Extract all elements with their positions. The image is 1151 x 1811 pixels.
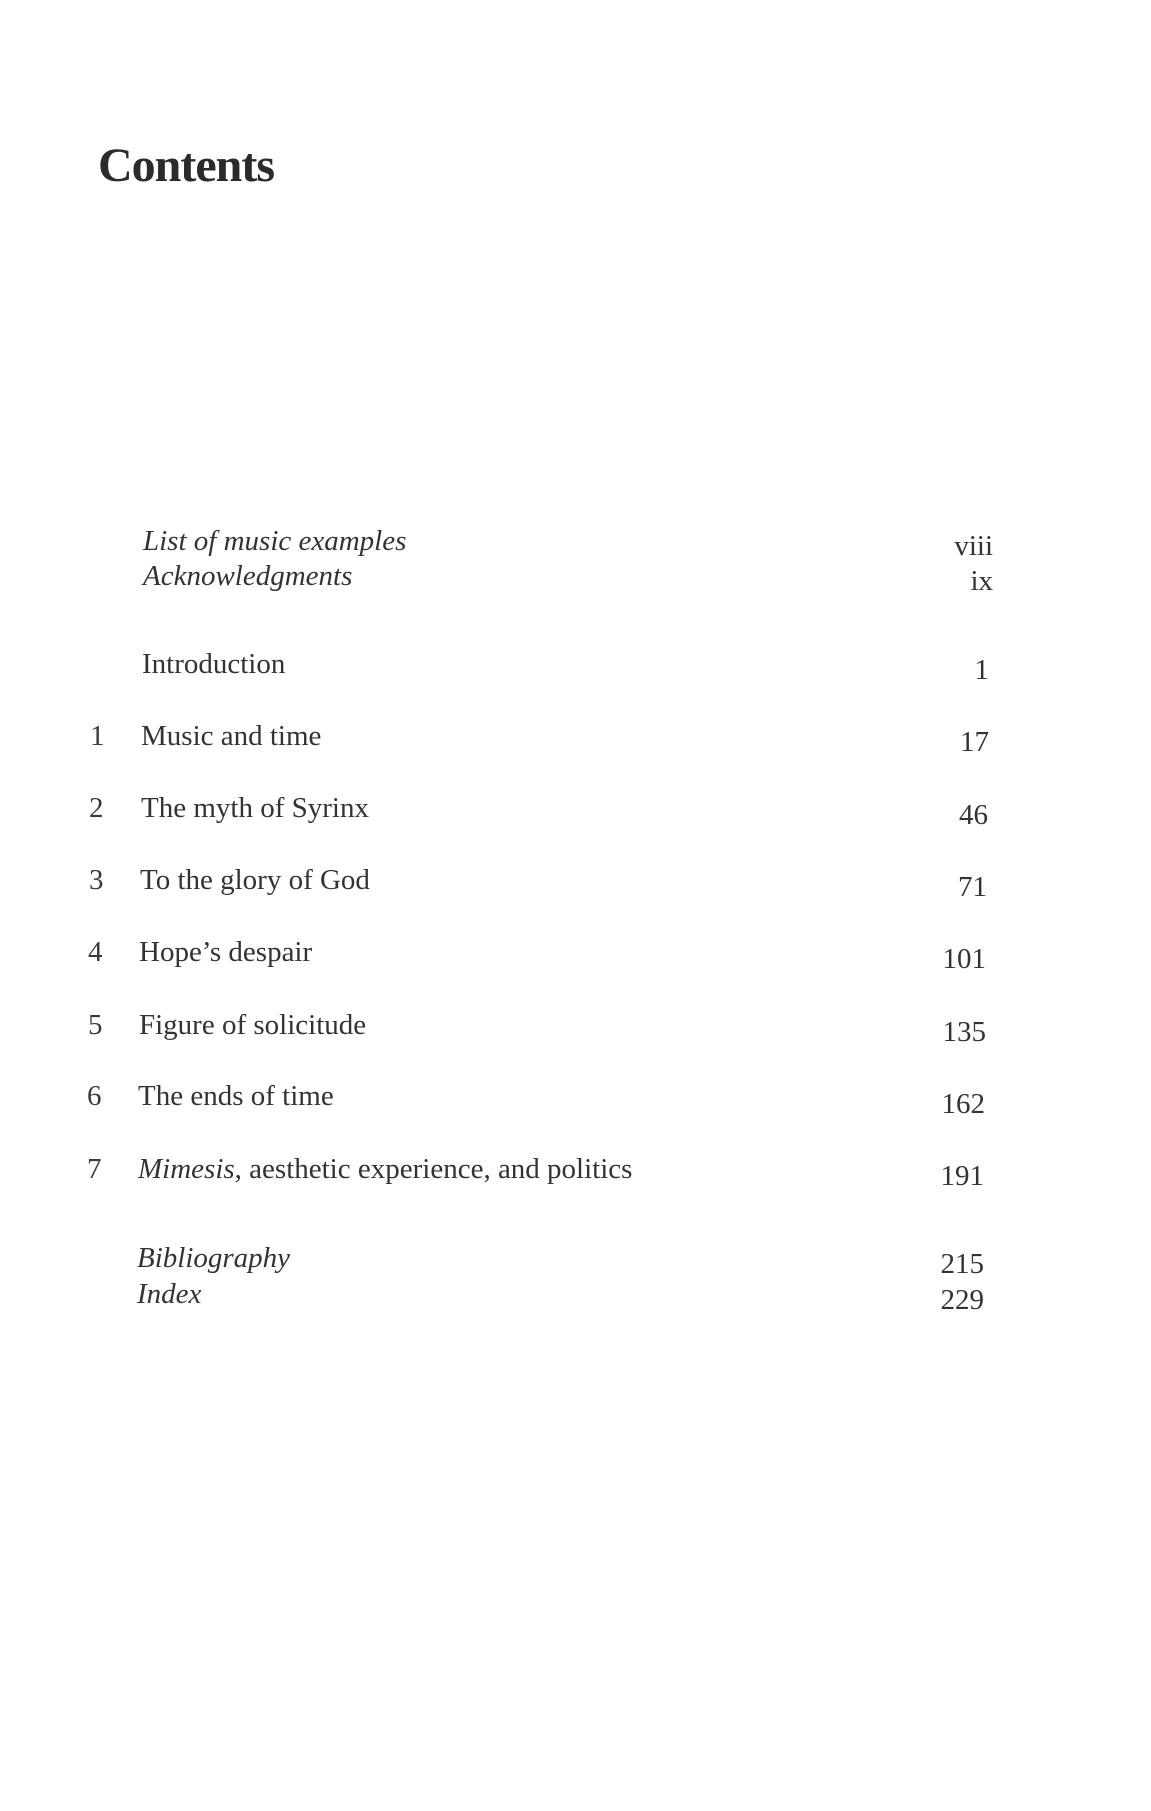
toc-entry-index[interactable] <box>0 1274 1151 1314</box>
toc-entry-title: To the glory of God <box>140 864 370 896</box>
toc-entry-title: Introduction <box>142 648 286 680</box>
toc-entry-page: 71 <box>958 871 987 903</box>
chapter-number: 7 <box>87 1153 102 1185</box>
toc-entry-title-rest: , aesthetic experience, and politics <box>234 1153 633 1185</box>
toc-entry-page: ix <box>970 565 993 597</box>
toc-entry-title <box>138 1149 632 1189</box>
toc-entry-title-italic: Mimesis <box>138 1153 235 1185</box>
toc-entry-acknowledgments[interactable] <box>0 556 1151 596</box>
toc-entry-introduction[interactable] <box>0 644 1151 684</box>
toc-entry-list-of-music-examples[interactable] <box>0 521 1151 561</box>
chapter-number: 5 <box>88 1009 103 1041</box>
chapter-number: 3 <box>89 864 104 896</box>
toc-entry-page: 101 <box>942 943 986 975</box>
chapter-number: 2 <box>89 792 104 824</box>
toc-entry-chapter-4[interactable] <box>0 932 1151 975</box>
toc-entry-title: List of music examples <box>143 525 407 557</box>
toc-entry-chapter-1[interactable] <box>0 716 1151 756</box>
toc-entry-page: 46 <box>959 799 988 831</box>
chapter-number: 1 <box>90 720 105 752</box>
toc-entry-title: Hope’s despair <box>139 936 313 968</box>
toc-entry-title: The myth of Syrinx <box>141 792 369 824</box>
toc-entry-title: Figure of solicitude <box>139 1009 367 1041</box>
toc-entry-chapter-6[interactable] <box>0 1076 1151 1120</box>
chapter-number: 4 <box>88 936 103 968</box>
toc-entry-chapter-2[interactable] <box>0 788 1151 831</box>
toc-entry-title: Index <box>137 1278 202 1310</box>
toc-entry-bibliography[interactable] <box>0 1238 1151 1278</box>
toc-entry-title: Bibliography <box>137 1242 291 1274</box>
toc-entry-page: 17 <box>960 726 989 758</box>
toc-entry-title: Music and time <box>141 720 322 752</box>
toc-entry-page: 135 <box>942 1016 986 1048</box>
toc-entry-title: Acknowledgments <box>143 560 353 592</box>
toc-entry-chapter-5[interactable] <box>0 1005 1151 1048</box>
toc-entry-title: The ends of time <box>138 1080 334 1112</box>
toc-entry-page: 229 <box>940 1284 984 1316</box>
toc-entry-page: 215 <box>940 1248 984 1280</box>
page-title: Contents <box>98 139 275 192</box>
toc-entry-page: viii <box>954 530 993 562</box>
toc-entry-page: 191 <box>940 1160 984 1192</box>
toc-entry-chapter-3[interactable] <box>0 860 1151 903</box>
chapter-number: 6 <box>87 1080 102 1112</box>
toc-entry-page: 162 <box>941 1088 985 1120</box>
toc-entry-page: 1 <box>974 654 989 686</box>
toc-entry-chapter-7[interactable] <box>0 1149 1151 1192</box>
